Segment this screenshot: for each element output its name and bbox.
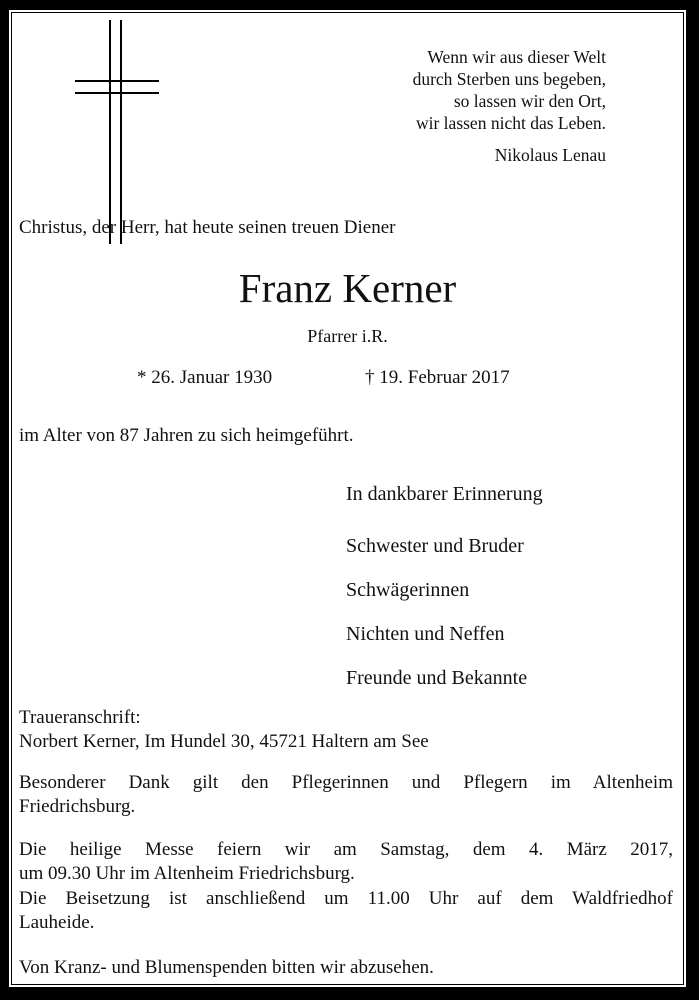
- flowers-note: Von Kranz- und Blumenspenden bitten wir abzusehen.: [19, 957, 434, 978]
- quote-line: Wenn wir aus dieser Welt: [427, 47, 606, 67]
- thanks-line: Besonderer Dank gilt den Pflegerinnen und Pflegern im Altenheim: [19, 772, 673, 793]
- obituary-notice: [9, 10, 686, 987]
- thanks-line: Friedrichsburg.: [19, 796, 136, 817]
- mourner-line: Schwägerinnen: [346, 579, 470, 601]
- quote-line: wir lassen nicht das Leben.: [415, 113, 606, 133]
- quote-author: Nikolaus Lenau: [494, 145, 606, 165]
- address: Norbert Kerner, Im Hundel 30, 45721 Haltern am See: [19, 731, 429, 752]
- birth-date: * 26. Januar 1930: [137, 367, 273, 388]
- address-label: Traueranschrift:: [19, 707, 141, 728]
- intro-text: Christus, der Herr, hat heute seinen treuen Diener: [19, 217, 396, 238]
- burial-line: Lauheide.: [19, 912, 95, 933]
- burial-line: Die Beisetzung ist anschließend um 11.00 Uhr auf dem Waldfriedhof: [19, 888, 673, 909]
- deceased-title: Pfarrer i.R.: [307, 326, 388, 346]
- mourner-line: Schwester und Bruder: [346, 535, 524, 557]
- mourner-line: Nichten und Neffen: [346, 623, 505, 645]
- mass-line: Die heilige Messe feiern wir am Samstag, dem 4. März 2017,: [19, 839, 673, 860]
- age-line: im Alter von 87 Jahren zu sich heimgeführt.: [19, 425, 354, 446]
- mass-line: um 09.30 Uhr im Altenheim Friedrichsburg.: [19, 863, 355, 884]
- mourner-line: Freunde und Bekannte: [346, 667, 528, 689]
- deceased-name: Franz Kerner: [238, 265, 457, 311]
- quote-line: durch Sterben uns begeben,: [412, 69, 606, 89]
- mourner-line: In dankbarer Erinnerung: [346, 483, 543, 505]
- quote-line: so lassen wir den Ort,: [453, 91, 606, 111]
- death-date: † 19. Februar 2017: [365, 367, 510, 388]
